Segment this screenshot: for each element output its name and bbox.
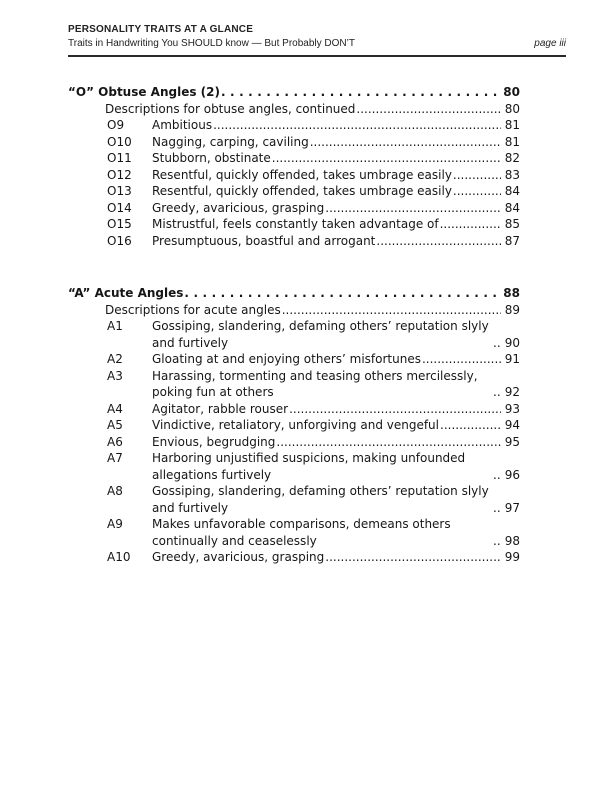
toc-entry (68, 167, 520, 184)
entry-page-number: 97 (504, 500, 520, 515)
entry-page-number: 98 (504, 533, 520, 548)
entry-text: Envious, begrudging (152, 434, 276, 449)
dot-leader (282, 302, 501, 319)
dot-leader (272, 150, 501, 167)
dot-leader (453, 183, 501, 200)
entry-page-number: 89 (504, 302, 520, 317)
entry-page-number: 99 (504, 550, 520, 564)
document-subtitle-row (68, 37, 566, 50)
entry-code: O11 (107, 151, 132, 165)
entry-text: Makes unfavorable comparisons, demeans others continually and ceaselessly (152, 517, 451, 548)
entry-page-number: 83 (504, 167, 520, 182)
entry-code: A5 (107, 418, 123, 432)
entry-text: Gossiping, slandering, defaming others’ reputation slyly and furtively (152, 319, 489, 350)
entry-code: A8 (107, 484, 123, 498)
dot-leader (184, 285, 498, 302)
toc-entry (68, 318, 520, 351)
toc-section (68, 84, 520, 249)
toc-section-heading (68, 84, 520, 101)
toc-entry (68, 216, 520, 233)
toc-entry (68, 516, 520, 549)
entry-text: Agitator, rabble rouser (152, 401, 289, 416)
toc-section (68, 285, 520, 566)
entry-page-number: 85 (504, 217, 520, 231)
dot-leader (325, 200, 501, 217)
entry-page-number: 80 (504, 101, 520, 116)
toc-entry (68, 434, 520, 451)
toc-entry (68, 117, 520, 134)
toc-entry (68, 351, 520, 368)
entry-code: O13 (107, 184, 132, 198)
entry-page-number: 84 (504, 184, 520, 198)
entry-text: Gossiping, slandering, defaming others’ reputation slyly and furtively (152, 484, 489, 515)
page-header (68, 23, 566, 57)
toc-entry (68, 368, 520, 401)
entry-text: Descriptions for acute angles (105, 302, 281, 317)
entry-code: A4 (107, 401, 123, 416)
entry-code: O10 (107, 134, 132, 149)
entry-text: Ambitious (152, 118, 213, 132)
dot-leader (493, 500, 501, 517)
entry-page-number: 84 (504, 200, 520, 215)
dot-leader (493, 335, 501, 352)
entry-code: O12 (107, 167, 132, 182)
entry-text: Resentful, quickly offended, takes umbrage easily (152, 184, 452, 198)
entry-page-number: 93 (504, 401, 520, 416)
header-divider (68, 55, 566, 57)
entry-page-number: 92 (504, 385, 520, 399)
page-number-label: page iii (534, 38, 566, 49)
entry-text: Nagging, carping, caviling (152, 134, 309, 149)
document-title: PERSONALITY TRAITS AT A GLANCE (68, 24, 254, 35)
section-heading-text: “O” Obtuse Angles (2) (68, 85, 220, 99)
entry-page-number: 90 (504, 335, 520, 350)
toc-section-intro (68, 101, 520, 118)
dot-leader (325, 549, 501, 566)
entry-page-number: 81 (504, 134, 520, 149)
entry-code: O16 (107, 233, 132, 248)
entry-text: Greedy, avaricious, grasping (152, 550, 325, 564)
dot-leader (440, 216, 501, 233)
entry-code: O9 (107, 118, 125, 132)
entry-text: Resentful, quickly offended, takes umbrage easily (152, 167, 452, 182)
entry-page-number: 87 (504, 233, 520, 248)
dot-leader (289, 401, 501, 418)
toc-section-heading (68, 285, 520, 302)
document-subtitle: Traits in Handwriting You SHOULD know — But Probably DON’T (68, 38, 355, 49)
dot-leader (221, 84, 498, 101)
toc-entry (68, 150, 520, 167)
toc-section-intro (68, 302, 520, 319)
toc-entry (68, 450, 520, 483)
entry-text: Gloating at and enjoying others’ misfortunes (152, 352, 421, 366)
entry-code: A3 (107, 368, 123, 383)
toc-entry (68, 483, 520, 516)
toc-entry (68, 200, 520, 217)
entry-text: Mistrustful, feels constantly taken advantage of (152, 217, 439, 231)
entry-page-number: 82 (504, 151, 520, 165)
entry-page-number: 95 (504, 434, 520, 449)
entry-code: A9 (107, 517, 123, 531)
dot-leader (422, 351, 501, 368)
toc-entry (68, 401, 520, 418)
entry-text: Stubborn, obstinate (152, 151, 271, 165)
entry-code: A1 (107, 319, 123, 333)
entry-text: Presumptuous, boastful and arrogant (152, 233, 376, 248)
dot-leader (493, 384, 501, 401)
entry-text: Harboring unjustified suspicions, making unfounded allegations furtively (152, 451, 466, 482)
toc-entry (68, 549, 520, 566)
dot-leader (276, 434, 501, 451)
entry-code: A7 (107, 451, 123, 465)
entry-page-number: 91 (504, 352, 520, 366)
entry-page-number: 81 (504, 118, 520, 132)
entry-code: A2 (107, 352, 123, 366)
entry-code: A10 (107, 550, 131, 564)
entry-page-number: 80 (503, 85, 520, 99)
dot-leader (310, 134, 501, 151)
entry-page-number: 96 (504, 467, 520, 482)
entry-text: Descriptions for obtuse angles, continued (105, 101, 356, 116)
toc-entry (68, 183, 520, 200)
toc-entry (68, 134, 520, 151)
dot-leader (440, 417, 501, 434)
entry-code: O14 (107, 200, 132, 215)
toc-entry (68, 233, 520, 250)
table-of-contents (68, 84, 520, 566)
dot-leader (493, 467, 501, 484)
entry-page-number: 88 (503, 286, 520, 300)
entry-code: A6 (107, 434, 123, 449)
entry-text: Harassing, tormenting and teasing others mercilessly, poking fun at others (152, 368, 478, 399)
dot-leader (453, 167, 501, 184)
dot-leader (213, 117, 501, 134)
section-heading-text: “A” Acute Angles (68, 286, 184, 300)
entry-page-number: 94 (504, 418, 520, 432)
entry-text: Greedy, avaricious, grasping (152, 200, 325, 215)
dot-leader (356, 101, 501, 118)
entry-text: Vindictive, retaliatory, unforgiving and vengeful (152, 418, 439, 432)
entry-code: O15 (107, 217, 132, 231)
dot-leader (493, 533, 501, 550)
toc-entry (68, 417, 520, 434)
dot-leader (376, 233, 501, 250)
